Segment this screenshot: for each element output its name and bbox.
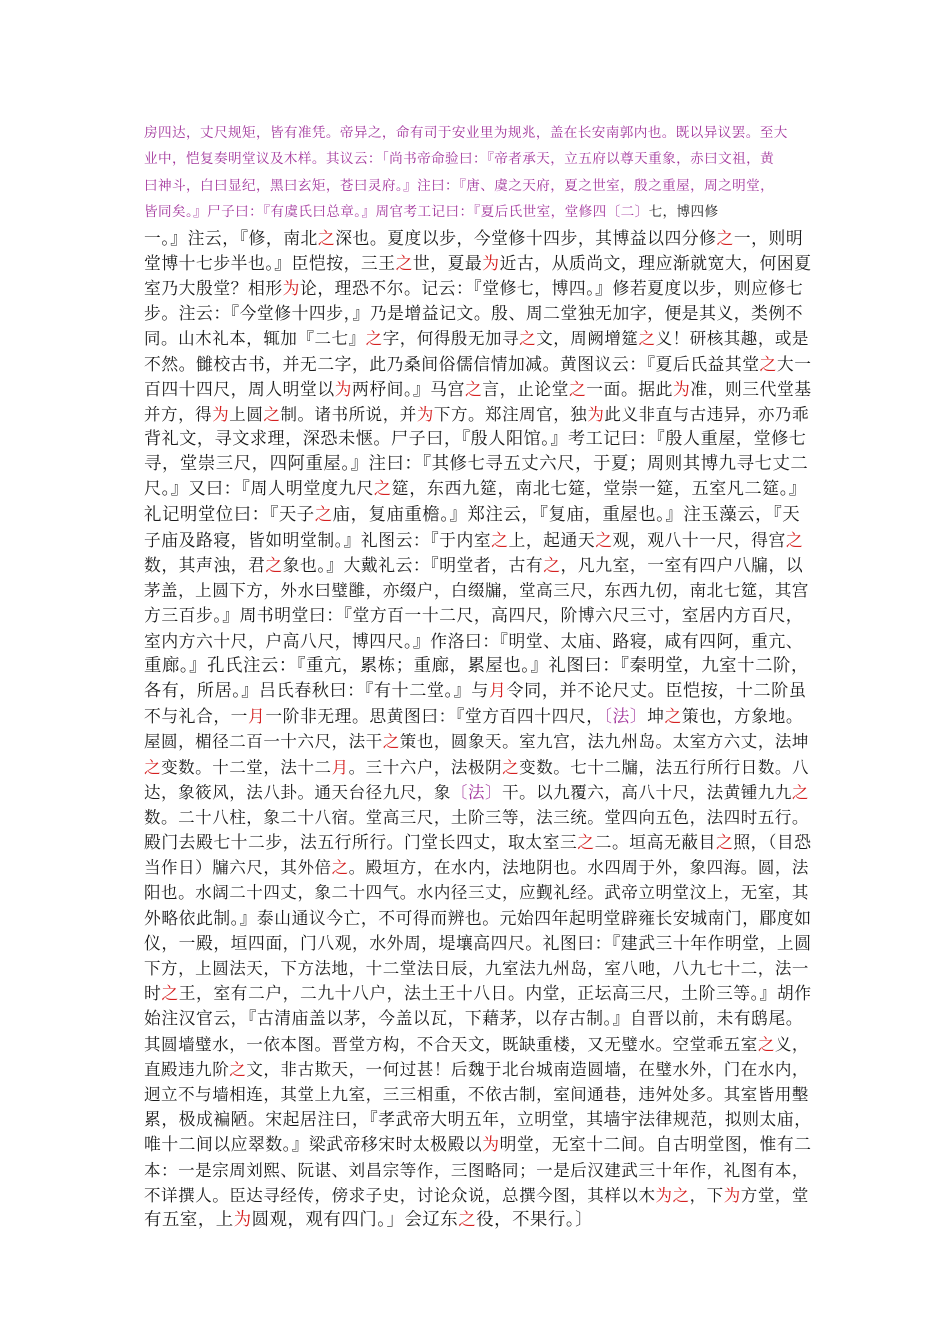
text-line	[144, 1107, 814, 1132]
text-line	[144, 956, 814, 981]
text-segment: 策也，方象地。	[681, 706, 804, 727]
text-line	[144, 1158, 814, 1183]
text-segment: 之	[365, 329, 383, 349]
text-segment: 此义非直与古违异，亦乃乖	[604, 404, 810, 424]
text-segment: 之	[543, 555, 561, 575]
text-segment: 之	[595, 529, 613, 550]
text-segment: 之	[757, 1034, 775, 1054]
text-segment: 之	[317, 227, 336, 248]
text-line	[144, 729, 814, 754]
text-segment: 策也，圆象天。室九宫，法九州岛。太室方六丈，法坤	[399, 732, 809, 752]
text-segment: 大一	[776, 353, 812, 374]
text-segment: ，下	[689, 1185, 724, 1205]
text-line	[144, 780, 814, 805]
text-segment: 之	[785, 529, 804, 550]
text-segment: 有五室，上	[144, 1209, 234, 1230]
text-segment: 为	[212, 404, 230, 424]
text-line	[144, 427, 814, 452]
text-segment: 之	[491, 529, 509, 550]
text-segment: 不然。雠校古书，并无二字，此乃桑间俗儒信情加减。黄图议云：『夏后氏益其堂	[144, 353, 760, 374]
text-segment: 之	[664, 706, 682, 727]
text-line	[144, 704, 814, 729]
text-segment: 〔法〕	[603, 706, 648, 727]
text-segment: 二。垣高无蔽目	[594, 832, 716, 853]
text-segment: 背礼文，寻文求理，深恐未惬。尸子曰，『殷人阳馆。』考工记曰：『殷人重屋，堂修七	[144, 429, 807, 450]
text-segment: 照，（目恐	[733, 832, 812, 853]
text-segment: 之	[519, 329, 537, 349]
text-segment: 义！研核其趣，或是	[655, 329, 810, 349]
text-segment: 仪，一殿，垣四面，门八观，水外周，堤壤高四尺。礼图曰：『建武三十年作明堂，上圆	[144, 932, 812, 953]
text-segment: 之	[161, 983, 179, 1004]
text-segment: 。三十六户，法极阴	[348, 757, 503, 777]
text-line	[144, 1208, 814, 1233]
text-line	[144, 452, 814, 477]
text-segment: 世，夏最	[412, 252, 483, 273]
text-segment: 为	[587, 404, 605, 424]
text-segment: 寻，堂崇三尺，四阿重屋。』注曰：『其修七寻五丈六尺，于夏；周则其博九寻七丈二	[144, 454, 809, 475]
text-segment: 上圆	[229, 404, 264, 424]
text-segment: 之	[373, 479, 392, 500]
text-line	[144, 377, 814, 402]
text-segment: 直殿违九阶	[144, 1059, 230, 1079]
text-line	[144, 1082, 814, 1107]
text-segment: 之	[331, 858, 349, 878]
text-segment: 并方，得	[144, 404, 213, 424]
text-segment: 为	[334, 378, 352, 399]
text-segment: 方三百步。』周书明堂曰：『堂方百一十二尺，高四尺，阶博六尺三寸，室居内方百尺，	[144, 605, 804, 626]
text-line	[144, 402, 814, 427]
text-segment: 筵，东西九筵，南北七筵，堂崇一筵，五室凡二筵。』	[391, 479, 807, 500]
text-segment: 同。山木礼本，辄加『二七』	[144, 329, 366, 349]
text-segment: 义，	[774, 1034, 809, 1054]
text-segment: 时	[144, 983, 162, 1004]
text-line	[144, 251, 814, 276]
text-segment: 下方。郑注周官，独	[433, 404, 588, 424]
text-line	[144, 603, 814, 628]
text-segment: 之	[464, 378, 483, 399]
text-segment: 干。以九覆六，高八十尺，法黄锺九九	[502, 782, 792, 802]
text-segment: 不详撰人。臣达寻经传，傍求子史，讨论众说，总撰今图，其样以木	[144, 1185, 656, 1205]
text-segment: 其圆墙璧水，一依本图。晋堂方构，不合天文，既缺重楼，又无璧水。空堂乖五室	[144, 1034, 758, 1054]
text-segment: 之	[568, 378, 587, 399]
text-segment: 役，不果行。〕	[476, 1209, 594, 1230]
text-segment: 字，何得殷无加寻	[382, 329, 520, 349]
text-segment: 礼记明堂位曰：『天子	[144, 504, 315, 525]
text-segment: 七，博四修	[648, 204, 719, 221]
text-segment: 月	[248, 706, 266, 727]
text-segment: 百四十四尺，周人明堂以	[144, 378, 335, 399]
text-segment: 言，止论堂	[482, 378, 569, 399]
text-line	[144, 755, 814, 780]
text-segment: 文，非古欺天，一何过甚！后魏于北台城南造圆墙，在璧水外，门在水内，	[246, 1059, 809, 1079]
text-segment: 之	[458, 1209, 477, 1230]
text-segment: 殿门去殿七十二步，法五行所行。门堂长四丈，取太室三	[144, 832, 578, 853]
text-line	[144, 805, 814, 830]
text-segment: 之	[395, 252, 413, 273]
text-segment: 为	[416, 404, 434, 424]
text-line	[144, 1032, 814, 1057]
text-segment: 之	[263, 404, 281, 424]
text-segment: 之	[791, 782, 809, 802]
text-segment: 迥立不与墙相连，其堂上九室，三三相重，不依古制，室间通巷，违舛处多。其室皆用墼	[144, 1084, 809, 1104]
text-line	[144, 199, 814, 225]
text-segment: 一面。据此	[586, 378, 673, 399]
text-line	[144, 931, 814, 956]
text-segment: 子庙及路寝，皆如明堂制。』礼图云：『于内室	[144, 529, 492, 550]
text-segment: ，凡九室，一室有四户八牖，以	[560, 555, 804, 575]
text-segment: 室内方六十尺，户高八尺，博四尺。』作洛曰：『明堂、太庙、路寝，咸有四阿，重亢、	[144, 630, 804, 651]
text-segment: 庙，复庙重檐。』郑注云，『复庙，重屋也。』注玉藻云，『天	[332, 504, 801, 525]
text-line	[144, 880, 814, 905]
text-segment: 之	[229, 1059, 247, 1079]
text-line	[144, 1132, 814, 1157]
text-segment: 之	[715, 832, 734, 853]
text-segment: 为	[672, 378, 691, 399]
text-line	[144, 146, 814, 172]
text-segment: 圆观，观有四门。」会辽东	[251, 1209, 459, 1230]
text-segment: 阳也。水阔二十四丈，象二十四气。水内径三丈，应觐礼经。武帝立明堂汶上，无室，其	[144, 883, 809, 903]
text-segment: 一，则明	[733, 227, 804, 248]
text-segment: 曰神斗，白曰显纪，黑曰玄矩，苍曰灵府。』注曰：『唐、虞之天府，夏之世室，殷之重屋，周之明堂，	[144, 177, 775, 194]
text-segment: 数，其声浊，君	[144, 555, 266, 575]
text-segment: 之	[759, 353, 777, 374]
text-segment: 屋圆，楣径二百一十六尺，法干	[144, 732, 383, 752]
text-segment: 之	[314, 504, 333, 525]
text-segment: 两杼间。』马宫	[352, 378, 465, 399]
text-segment: 月	[331, 757, 349, 777]
text-segment: 为之	[655, 1185, 690, 1205]
document-body	[144, 120, 814, 1233]
text-line	[144, 477, 814, 502]
text-segment: 制。诸书所说，并	[280, 404, 417, 424]
text-segment: 之	[265, 555, 283, 575]
text-line	[144, 352, 814, 377]
text-segment: 房四达，丈尺规矩，皆有准凭。帝异之，命有司于安业里为规兆，盖在长安南郭内也。既以异议罢。至大	[144, 125, 788, 141]
text-segment: 一阶非无理。思黄图曰：『堂方百四十四尺，	[265, 706, 604, 727]
text-segment: 上，起通天	[508, 529, 596, 550]
text-line	[144, 173, 814, 199]
text-segment: 论，理恐不尔。记云：『堂修七，博四。』修若夏度以步，则应修七	[300, 277, 804, 298]
text-segment: 明堂，无室十二间。自古明堂图，惟有二	[499, 1134, 812, 1155]
text-line	[144, 226, 814, 251]
text-line	[144, 1183, 814, 1208]
text-segment: 一。』注云，『修，南北	[144, 227, 318, 248]
text-segment: 为	[482, 252, 500, 273]
text-segment: 下方，上圆法天，下方法地，十二堂法日辰，九室法九州岛，室八吔，八九七十二，法一	[144, 959, 809, 978]
text-segment: 为	[233, 1209, 252, 1230]
text-line	[144, 654, 814, 679]
text-segment: 当作日）牖六尺，其外倍	[144, 858, 332, 878]
text-segment: 〔法〕	[450, 782, 503, 802]
text-segment: 之	[577, 832, 595, 853]
text-line	[144, 830, 814, 855]
text-segment: 变数。十二堂，法十二	[161, 757, 332, 777]
text-line	[144, 855, 814, 880]
text-segment: 象也。』大戴礼云：『明堂者，古有	[282, 555, 544, 575]
text-segment: 为	[482, 1134, 500, 1155]
text-line	[144, 981, 814, 1006]
text-segment: 坤	[647, 706, 665, 727]
text-segment: 观，观八十一尺，得宫	[612, 529, 786, 550]
text-line	[144, 1006, 814, 1031]
text-segment: 室乃大殷堂？相形	[144, 277, 283, 298]
text-segment: 月	[488, 680, 507, 701]
text-segment: 准，则三代堂基	[690, 378, 812, 399]
text-segment: 步。注云：『今堂修十四步，』乃是增益记文。殷、周二堂独无加字，便是其义，类例不	[144, 303, 804, 324]
text-segment: 令同，并不论尺丈。臣恺按，十二阶虽	[506, 680, 807, 701]
text-line	[144, 276, 814, 301]
text-segment: 数。二十八柱，象二十八宿。堂高三尺，土阶三等，法三统。堂四向五色，法四时五行。	[144, 807, 809, 827]
text-segment: 唯十二间以应翠数。』梁武帝移宋时太极殿以	[144, 1134, 483, 1155]
text-segment: 不与礼合，一	[144, 706, 248, 727]
text-segment: 文，周阙增筵	[536, 329, 639, 349]
text-segment: 之	[716, 227, 734, 248]
text-segment: 深也。夏度以步，今堂修十四步，其博益以四分修	[335, 227, 717, 248]
text-line	[144, 553, 814, 578]
text-segment: 之	[382, 732, 400, 752]
text-segment: 王，室有二户，二九十八户，法土王十八日。内堂，正坛高三尺，土阶三等。』胡作	[178, 983, 812, 1004]
text-segment: 之	[638, 329, 656, 349]
text-segment: 堂博十七步半也。』臣恺按，三王	[144, 252, 396, 273]
text-segment: 。殿垣方，在水内，法地阴也。水四周于外，象四海。圆，法	[348, 858, 809, 878]
text-segment: 变数。七十二牖，法五行所行日数。八	[519, 757, 809, 777]
text-segment: 本：一是宗周刘熙、阮谌、刘昌宗等作，三图略同；一是后汉建武三十年作，礼图有本，	[144, 1160, 809, 1180]
text-segment: 业中，恺复奏明堂议及木样。其议云：「尚书帝命验曰：『帝者承天，立五府以尊天重象，赤曰文祖，黄	[144, 151, 775, 168]
text-line	[144, 120, 814, 146]
text-segment: 茅盖，上圆下方，外水曰璧雝，亦缀户，白缀牖，堂高三尺，东西九仞，南北七筵，其宫	[144, 581, 809, 601]
text-segment: 达，象筱风，法八卦。通天台径九尺，象	[144, 782, 451, 802]
text-line	[144, 679, 814, 704]
text-segment: 之	[502, 757, 520, 777]
text-segment: 始注汉官云，『古清庙盖以茅，今盖以瓦，下藉茅，以存古制。』自晋以前，未有鸱尾。	[144, 1008, 804, 1029]
text-segment: 各有，所居。』吕氏春秋曰：『有十二堂。』与	[144, 680, 489, 701]
text-segment: 重廊。』孔氏注云：『重亢，累栋；重廊，累屋也。』礼图曰：『秦明堂，九室十二阶，	[144, 655, 809, 676]
text-segment: 尺。』又曰：『周人明堂度九尺	[144, 479, 374, 500]
text-line	[144, 528, 814, 553]
text-segment: 方堂，堂	[740, 1185, 809, 1205]
text-segment: 为	[282, 277, 300, 298]
text-line	[144, 906, 814, 931]
text-line	[144, 503, 814, 528]
text-segment: 之	[144, 757, 162, 777]
text-segment: 为	[723, 1185, 741, 1205]
text-segment: 累，极成褊陋。宋起居注曰，『孝武帝大明五年，立明堂，其墙宇法律规范，拟则太庙，	[144, 1109, 812, 1130]
text-line	[144, 326, 814, 351]
text-line	[144, 629, 814, 654]
text-segment: 皆同矣。』尸子曰：『有虞氏曰总章。』周官考工记曰：『夏后氏世室，堂修四〔二〕	[144, 204, 649, 221]
text-segment: 外略依此制。』泰山通议今亡，不可得而辨也。元始四年起明堂辟雍长安城南门，郿度如	[144, 907, 812, 928]
text-line	[144, 1057, 814, 1082]
text-line	[144, 301, 814, 326]
text-segment: 近古，从质尚文，理应渐就宽大，何困夏	[499, 252, 812, 273]
text-line	[144, 578, 814, 603]
